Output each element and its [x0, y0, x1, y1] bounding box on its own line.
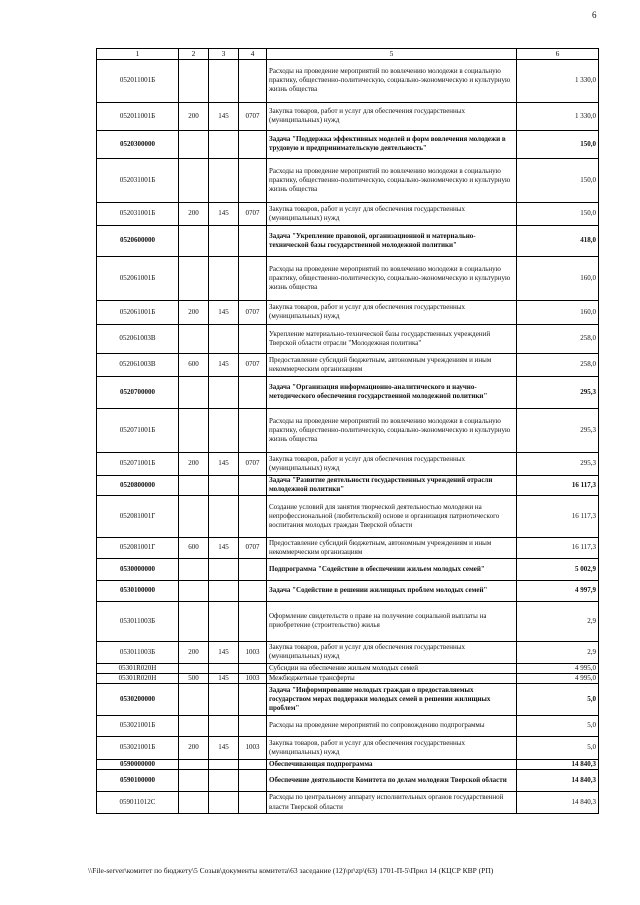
- subsection-cell: [239, 376, 267, 408]
- table-row: [97, 130, 599, 158]
- section-cell: 145: [209, 641, 239, 663]
- table-row: [97, 537, 599, 558]
- table-row: [97, 158, 599, 202]
- table-row: [97, 673, 599, 683]
- table-row: [97, 759, 599, 769]
- description-cell: Задача "Развитие деятельности государственных учреждений отрасли молодежной политики": [267, 475, 517, 495]
- code-cell: 053011003Б: [97, 601, 179, 641]
- description-cell: Задача "Поддержка эффективных моделей и форм вовлечения молодежи в трудовую и предпринимательскую деятельность": [267, 130, 517, 158]
- expense-type-cell: [179, 225, 209, 256]
- code-cell: 052031001Б: [97, 158, 179, 202]
- expense-type-cell: 200: [179, 102, 209, 130]
- column-header: 6: [517, 49, 599, 60]
- section-cell: [209, 225, 239, 256]
- code-cell: 05301R020Н: [97, 673, 179, 683]
- table-row: [97, 102, 599, 130]
- page-number: 6: [592, 10, 597, 20]
- code-cell: 053011003Б: [97, 641, 179, 663]
- subsection-cell: [239, 59, 267, 102]
- expense-type-cell: 200: [179, 452, 209, 475]
- description-cell: Предоставление субсидий бюджетным, автономным учреждениям и иным некоммерческим организациям: [267, 537, 517, 558]
- column-header: 3: [209, 49, 239, 60]
- code-cell: 053021001Б: [97, 715, 179, 736]
- subsection-cell: [239, 601, 267, 641]
- subsection-cell: [239, 580, 267, 601]
- amount-cell: 5 002,9: [517, 558, 599, 580]
- subsection-cell: [239, 715, 267, 736]
- code-cell: 052061001Б: [97, 300, 179, 324]
- expense-type-cell: [179, 601, 209, 641]
- section-cell: [209, 792, 239, 814]
- code-cell: 052081001Г: [97, 495, 179, 537]
- amount-cell: 5,0: [517, 683, 599, 715]
- code-cell: 052071001Б: [97, 408, 179, 452]
- expense-type-cell: [179, 770, 209, 792]
- section-cell: 145: [209, 673, 239, 683]
- code-cell: 052061003В: [97, 324, 179, 353]
- amount-cell: 2,9: [517, 601, 599, 641]
- section-cell: 145: [209, 102, 239, 130]
- description-cell: Расходы на проведение мероприятий по вовлечению молодежи в социальную практику, общественно-политическую, социально-экономическую и культурную жизнь общества: [267, 59, 517, 102]
- table-row: [97, 256, 599, 300]
- amount-cell: 14 840,3: [517, 770, 599, 792]
- description-cell: Задача "Информирование молодых граждан о предоставляемых государством мерах поддержки молодых семей в решении жилищных проблем": [267, 683, 517, 715]
- subsection-cell: [239, 495, 267, 537]
- table-row: [97, 792, 599, 814]
- table-row: [97, 558, 599, 580]
- subsection-cell: [239, 663, 267, 673]
- table-row: [97, 225, 599, 256]
- subsection-cell: [239, 475, 267, 495]
- amount-cell: 14 840,3: [517, 792, 599, 814]
- description-cell: Расходы по центральному аппарату исполнительных органов государственной власти Тверской области: [267, 792, 517, 814]
- code-cell: 0590000000: [97, 759, 179, 769]
- subsection-cell: [239, 792, 267, 814]
- amount-cell: 1 330,0: [517, 102, 599, 130]
- description-cell: Закупка товаров, работ и услуг для обеспечения государственных (муниципальных) нужд: [267, 300, 517, 324]
- expense-type-cell: 200: [179, 736, 209, 759]
- code-cell: 052061003В: [97, 353, 179, 376]
- table-row: [97, 495, 599, 537]
- amount-cell: 5,0: [517, 736, 599, 759]
- table-row: [97, 641, 599, 663]
- code-cell: 052061001Б: [97, 256, 179, 300]
- description-cell: Межбюджетные трансферты: [267, 673, 517, 683]
- section-cell: 145: [209, 202, 239, 225]
- expense-type-cell: 600: [179, 537, 209, 558]
- section-cell: 145: [209, 353, 239, 376]
- table-row: [97, 202, 599, 225]
- amount-cell: 2,9: [517, 641, 599, 663]
- subsection-cell: 0707: [239, 202, 267, 225]
- table-row: [97, 683, 599, 715]
- subsection-cell: [239, 158, 267, 202]
- column-header: 1: [97, 49, 179, 60]
- expense-type-cell: [179, 130, 209, 158]
- expense-type-cell: 200: [179, 641, 209, 663]
- expense-type-cell: [179, 59, 209, 102]
- section-cell: 145: [209, 300, 239, 324]
- section-cell: [209, 495, 239, 537]
- expense-type-cell: [179, 759, 209, 769]
- description-cell: Закупка товаров, работ и услуг для обеспечения государственных (муниципальных) нужд: [267, 102, 517, 130]
- table-row: [97, 353, 599, 376]
- code-cell: 05301R020Н: [97, 663, 179, 673]
- code-cell: 0520300000: [97, 130, 179, 158]
- amount-cell: 16 117,3: [517, 475, 599, 495]
- subsection-cell: [239, 256, 267, 300]
- code-cell: 053021001Б: [97, 736, 179, 759]
- amount-cell: 150,0: [517, 158, 599, 202]
- amount-cell: 4 995,0: [517, 673, 599, 683]
- amount-cell: 418,0: [517, 225, 599, 256]
- expense-type-cell: [179, 558, 209, 580]
- column-header: 2: [179, 49, 209, 60]
- expense-type-cell: 600: [179, 353, 209, 376]
- section-cell: [209, 770, 239, 792]
- amount-cell: 5,0: [517, 715, 599, 736]
- description-cell: Укрепление материально-технической базы государственных учреждений Тверской области отрасли "Молодежная политика": [267, 324, 517, 353]
- code-cell: 0530200000: [97, 683, 179, 715]
- expense-type-cell: [179, 408, 209, 452]
- description-cell: Закупка товаров, работ и услуг для обеспечения государственных (муниципальных) нужд: [267, 452, 517, 475]
- subsection-cell: [239, 683, 267, 715]
- table-row: [97, 300, 599, 324]
- code-cell: 052081001Г: [97, 537, 179, 558]
- description-cell: Расходы на проведение мероприятий по вовлечению молодежи в социальную практику, общественно-политическую, социально-экономическую и культурную жизнь общества: [267, 158, 517, 202]
- section-cell: [209, 580, 239, 601]
- code-cell: 0530100000: [97, 580, 179, 601]
- amount-cell: 1 330,0: [517, 59, 599, 102]
- table-row: [97, 408, 599, 452]
- description-cell: Субсидии на обеспечение жильем молодых семей: [267, 663, 517, 673]
- subsection-cell: [239, 324, 267, 353]
- subsection-cell: 0707: [239, 353, 267, 376]
- section-cell: [209, 715, 239, 736]
- subsection-cell: [239, 558, 267, 580]
- expense-type-cell: [179, 715, 209, 736]
- code-cell: 0520800000: [97, 475, 179, 495]
- section-cell: [209, 475, 239, 495]
- section-cell: [209, 130, 239, 158]
- description-cell: Закупка товаров, работ и услуг для обеспечения государственных (муниципальных) нужд: [267, 202, 517, 225]
- table-row: [97, 736, 599, 759]
- amount-cell: 160,0: [517, 300, 599, 324]
- section-cell: [209, 558, 239, 580]
- expense-type-cell: [179, 475, 209, 495]
- budget-table: [96, 48, 599, 814]
- subsection-cell: [239, 770, 267, 792]
- section-cell: [209, 759, 239, 769]
- amount-cell: 14 840,3: [517, 759, 599, 769]
- subsection-cell: 1003: [239, 641, 267, 663]
- expense-type-cell: [179, 580, 209, 601]
- description-cell: Расходы на проведение мероприятий по сопровождению подпрограммы: [267, 715, 517, 736]
- section-cell: 145: [209, 537, 239, 558]
- table-row: [97, 376, 599, 408]
- description-cell: Обеспечение деятельности Комитета по делам молодежи Тверской области: [267, 770, 517, 792]
- section-cell: [209, 59, 239, 102]
- subsection-cell: [239, 408, 267, 452]
- table-row: [97, 59, 599, 102]
- subsection-cell: [239, 130, 267, 158]
- table-row: [97, 452, 599, 475]
- subsection-cell: [239, 759, 267, 769]
- table-row: [97, 580, 599, 601]
- amount-cell: 295,3: [517, 376, 599, 408]
- subsection-cell: 0707: [239, 537, 267, 558]
- amount-cell: 295,3: [517, 408, 599, 452]
- amount-cell: 160,0: [517, 256, 599, 300]
- code-cell: 052071001Б: [97, 452, 179, 475]
- subsection-cell: 0707: [239, 300, 267, 324]
- subsection-cell: [239, 225, 267, 256]
- code-cell: 0520600000: [97, 225, 179, 256]
- expense-type-cell: 200: [179, 300, 209, 324]
- description-cell: Задача "Укрепление правовой, организационной и материально-технической базы государственной молодежной политики": [267, 225, 517, 256]
- column-header: 4: [239, 49, 267, 60]
- description-cell: Создание условий для занятия творческой деятельностью молодежи на непрофессиональной (любительской) основе и организация патриотического воспитания молодых граждан Тверской области: [267, 495, 517, 537]
- amount-cell: 258,0: [517, 324, 599, 353]
- table-row: [97, 715, 599, 736]
- section-cell: [209, 663, 239, 673]
- description-cell: Расходы на проведение мероприятий по вовлечению молодежи в социальную практику, общественно-политическую, социально-экономическую и культурную жизнь общества: [267, 408, 517, 452]
- subsection-cell: 1003: [239, 673, 267, 683]
- amount-cell: 4 997,9: [517, 580, 599, 601]
- expense-type-cell: [179, 683, 209, 715]
- code-cell: 052031001Б: [97, 202, 179, 225]
- expense-type-cell: [179, 324, 209, 353]
- section-cell: 145: [209, 736, 239, 759]
- expense-type-cell: [179, 663, 209, 673]
- description-cell: Оформление свидетельств о праве на получение социальной выплаты на приобретение (строительство) жилья: [267, 601, 517, 641]
- section-cell: [209, 601, 239, 641]
- code-cell: 0530000000: [97, 558, 179, 580]
- expense-type-cell: [179, 792, 209, 814]
- amount-cell: 4 995,0: [517, 663, 599, 673]
- description-cell: Предоставление субсидий бюджетным, автономным учреждениям и иным некоммерческим организациям: [267, 353, 517, 376]
- section-cell: 145: [209, 452, 239, 475]
- section-cell: [209, 683, 239, 715]
- description-cell: Задача "Содействие в решении жилищных проблем молодых семей": [267, 580, 517, 601]
- table-row: [97, 663, 599, 673]
- table-row: [97, 770, 599, 792]
- table-row: [97, 601, 599, 641]
- expense-type-cell: [179, 495, 209, 537]
- subsection-cell: 0707: [239, 102, 267, 130]
- section-cell: [209, 376, 239, 408]
- description-cell: Подпрограмма "Содействие в обеспечении жильем молодых семей": [267, 558, 517, 580]
- amount-cell: 16 117,3: [517, 495, 599, 537]
- code-cell: 0590100000: [97, 770, 179, 792]
- description-cell: Задача "Организация информационно-аналитического и научно-методического обеспечения государственной молодежной политики": [267, 376, 517, 408]
- description-cell: Расходы на проведение мероприятий по вовлечению молодежи в социальную практику, общественно-политическую, социально-экономическую и культурную жизнь общества: [267, 256, 517, 300]
- amount-cell: 295,3: [517, 452, 599, 475]
- description-cell: Обеспечивающая подпрограмма: [267, 759, 517, 769]
- description-cell: Закупка товаров, работ и услуг для обеспечения государственных (муниципальных) нужд: [267, 641, 517, 663]
- subsection-cell: 1003: [239, 736, 267, 759]
- code-cell: 0520700000: [97, 376, 179, 408]
- expense-type-cell: [179, 376, 209, 408]
- column-header: 5: [267, 49, 517, 60]
- section-cell: [209, 256, 239, 300]
- column-header-row: [97, 49, 599, 60]
- table-row: [97, 324, 599, 353]
- section-cell: [209, 158, 239, 202]
- expense-type-cell: 200: [179, 202, 209, 225]
- description-cell: Закупка товаров, работ и услуг для обеспечения государственных (муниципальных) нужд: [267, 736, 517, 759]
- table-row: [97, 475, 599, 495]
- amount-cell: 150,0: [517, 202, 599, 225]
- amount-cell: 258,0: [517, 353, 599, 376]
- code-cell: 052011001Б: [97, 102, 179, 130]
- footer-file-path: \\File-server\комитет по бюджету\5 Созыв\документы комитета\63 заседание (12)\pr\zp\(63) 1701-П-5\Прил 14 (КЦСР КВР (РП): [88, 866, 494, 875]
- amount-cell: 16 117,3: [517, 537, 599, 558]
- code-cell: 059011012С: [97, 792, 179, 814]
- expense-type-cell: [179, 256, 209, 300]
- section-cell: [209, 324, 239, 353]
- amount-cell: 150,0: [517, 130, 599, 158]
- subsection-cell: 0707: [239, 452, 267, 475]
- expense-type-cell: 500: [179, 673, 209, 683]
- expense-type-cell: [179, 158, 209, 202]
- section-cell: [209, 408, 239, 452]
- code-cell: 052011001Б: [97, 59, 179, 102]
